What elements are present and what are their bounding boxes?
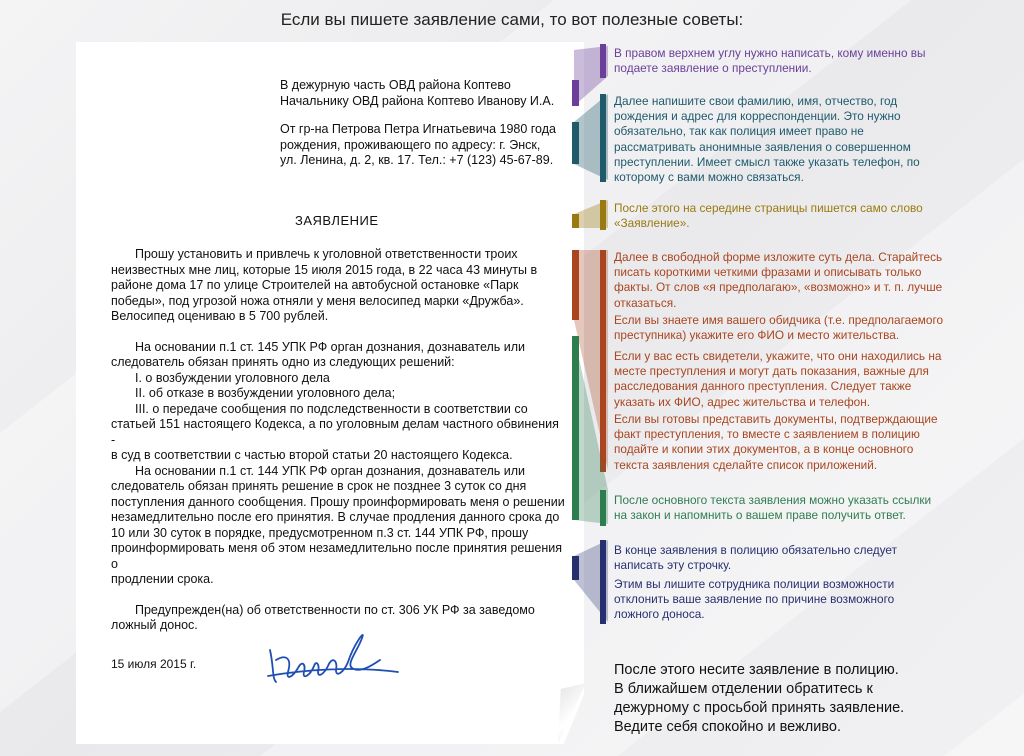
sender-line: ул. Ленина, д. 2, кв. 17. Тел.: +7 (123) 45-67-89.	[280, 153, 554, 167]
tip-line: обязательно, так как полиция имеет право не	[614, 124, 864, 139]
body-line: Прошу установить и привлечь к уголовной ответственности троих	[135, 247, 518, 261]
connector-3-bar	[572, 214, 579, 228]
statement-date: 15 июля 2015 г.	[111, 657, 197, 671]
body-line: ложный донос.	[111, 618, 198, 632]
tip-line: месте преступления и могут дать показания, важные для	[614, 364, 929, 379]
sender-line: рождения, проживающего по адресу: г. Энск,	[280, 137, 541, 152]
connector-1-bar	[572, 80, 579, 106]
connectors	[560, 40, 610, 650]
body-line: в суд в соответствии с частью второй статьи 20 настоящего Кодекса.	[111, 448, 513, 462]
addressee-line: Начальнику ОВД района Коптево Иванову И.А.	[280, 93, 555, 108]
tip-line: В правом верхнем углу нужно написать, кому именно вы	[614, 46, 926, 60]
tip-false-report-line	[614, 543, 959, 573]
tip-line: подаете заявление о преступлении.	[614, 61, 812, 76]
final-note-line: В ближайшем отделении обратитесь к	[614, 681, 873, 697]
body-line: статьей 151 настоящего Кодекса, а по уголовным делам частного обвинения -	[111, 417, 559, 447]
addressee-line: В дежурную часть ОВД района Коптево	[280, 78, 511, 92]
connector-6-bar	[572, 556, 579, 580]
addressee-block	[280, 78, 570, 109]
list-item: III. о передаче сообщения по подследственности в соответствии со	[135, 401, 528, 416]
tip-addressee	[614, 46, 954, 76]
statement-body	[111, 247, 566, 634]
tip-line: факт преступления, то вместе с заявлением в полицию	[614, 427, 920, 442]
tip-documents	[614, 412, 959, 473]
tip-line: Если у вас есть свидетели, укажите, что они находились на	[614, 349, 942, 363]
tip-line: писать короткими четкими фразами и описывать только	[614, 265, 922, 280]
tip-false-report-reason	[614, 577, 959, 623]
tip-line: преступлении. Имеет смысл также указать телефон, по	[614, 154, 920, 169]
tip-5-bar	[600, 490, 606, 526]
body-line: следователь обязан принять одно из следующих решений:	[111, 355, 455, 369]
sender-line: От гр-на Петрова Петра Игнатьевича 1980 года	[280, 122, 556, 136]
tip-line: Этим вы лишите сотрудника полиции возможности	[614, 577, 895, 591]
final-note-line: Ведите себя спокойно и вежливо.	[614, 719, 841, 735]
body-line: районе дома 17 по улице Строителей на автобусной остановке «Парк	[111, 278, 519, 292]
connector-5-bar	[572, 336, 579, 520]
tip-line: После этого на середине страницы пишется само слово	[614, 201, 923, 215]
tip-line: «Заявление».	[614, 216, 690, 231]
body-line: проинформировать меня об этом незамедлительно после принятия решения о	[111, 541, 563, 571]
tip-sender-details	[614, 94, 954, 185]
tip-line: В конце заявления в полицию обязательно следует	[614, 543, 898, 557]
tip-offender	[614, 313, 959, 343]
tip-line: написать эту строчку.	[614, 558, 732, 573]
tip-line: факты. От слов «я предполагаю», «возможно» и т. п. лучше	[614, 280, 943, 295]
tip-line: на закон и напомнить о вашем праве получить ответ.	[614, 508, 906, 523]
tip-line: отклонить ваше заявление по причине возможного	[614, 592, 895, 607]
tip-2-bar	[600, 94, 606, 182]
connector-4-bar	[572, 250, 579, 320]
tip-1-bar	[600, 44, 606, 78]
tip-line: Если вы готовы представить документы, подтверждающие	[614, 412, 938, 426]
final-note-line: дежурному с просьбой принять заявление.	[614, 700, 905, 716]
tip-legal-references	[614, 493, 959, 523]
final-note	[614, 661, 944, 737]
tip-4-bar	[600, 250, 606, 472]
body-line: 10 или 30 суток в порядке, предусмотренном п.3 ст. 144 УПК РФ, прошу	[111, 525, 529, 540]
tip-line: рождения и адрес для корреспонденции. Это нужно	[614, 109, 901, 124]
connector-2-bar	[572, 122, 579, 164]
body-line: неизвестных мне лиц, которые 15 июля 2015 года, в 22 часа 43 минуты в	[111, 262, 538, 277]
body-line: Велосипед оцениваю в 5 700 рублей.	[111, 309, 329, 323]
tip-witnesses	[614, 349, 959, 410]
body-line: продлении срока.	[111, 572, 214, 586]
tip-facts	[614, 250, 959, 311]
tip-line: подайте и копии этих документов, а в конце основного	[614, 442, 914, 457]
tip-line: преступника) укажите его ФИО и место жительства.	[614, 328, 900, 343]
body-line: следователь обязан принять решение в срок не позднее 3 суток со дня	[111, 479, 527, 493]
body-line: На основании п.1 ст. 145 УПК РФ орган дознания, дознаватель или	[135, 339, 526, 354]
body-line: поступления данного сообщения. Прошу проинформировать меня о решении	[111, 494, 565, 509]
list-item: II. об отказе в возбуждении уголовного дела;	[135, 386, 396, 400]
tip-line: отказаться.	[614, 295, 677, 310]
body-line: незамедлительно после его принятия. В случае продления данного срока до	[111, 510, 560, 524]
tip-line: Далее напишите свои фамилию, имя, отчество, год	[614, 94, 898, 108]
tip-heading	[614, 201, 954, 231]
body-line: победы», под угрозой ножа отняли у меня велосипед марки «Дружба».	[111, 293, 524, 308]
tip-line: Далее в свободной форме изложите суть дела. Старайтесь	[614, 250, 943, 264]
tip-line: расследования данного преступления. Следует также	[614, 379, 912, 394]
list-item: I. о возбуждении уголовного дела	[135, 370, 330, 385]
page-title: Если вы пишете заявление сами, то вот полезные советы:	[280, 10, 744, 29]
tip-line: После основного текста заявления можно указать ссылки	[614, 493, 932, 507]
tip-line: указать их ФИО, адрес жительства и телефон.	[614, 394, 871, 409]
tip-line: которому с вами можно связаться.	[614, 170, 804, 185]
tip-3-bar	[600, 200, 606, 230]
tip-line: ложного доноса.	[614, 607, 705, 622]
sender-block	[280, 122, 570, 169]
statement-heading: ЗАЯВЛЕНИЕ	[295, 213, 379, 228]
tip-line: текста заявления сделайте список приложений.	[614, 457, 878, 472]
body-line: На основании п.1 ст. 144 УПК РФ орган дознания, дознаватель или	[135, 463, 526, 478]
body-line: Предупрежден(на) об ответственности по ст. 306 УК РФ за заведомо	[135, 602, 535, 617]
tip-line: Если вы знаете имя вашего обидчика (т.е. предполагаемого	[614, 313, 944, 327]
tip-line: рассматривать анонимные заявления о совершенном	[614, 139, 911, 154]
tip-6-bar	[600, 540, 606, 624]
signature	[262, 620, 402, 690]
final-note-line: После этого несите заявление в полицию.	[614, 662, 899, 678]
